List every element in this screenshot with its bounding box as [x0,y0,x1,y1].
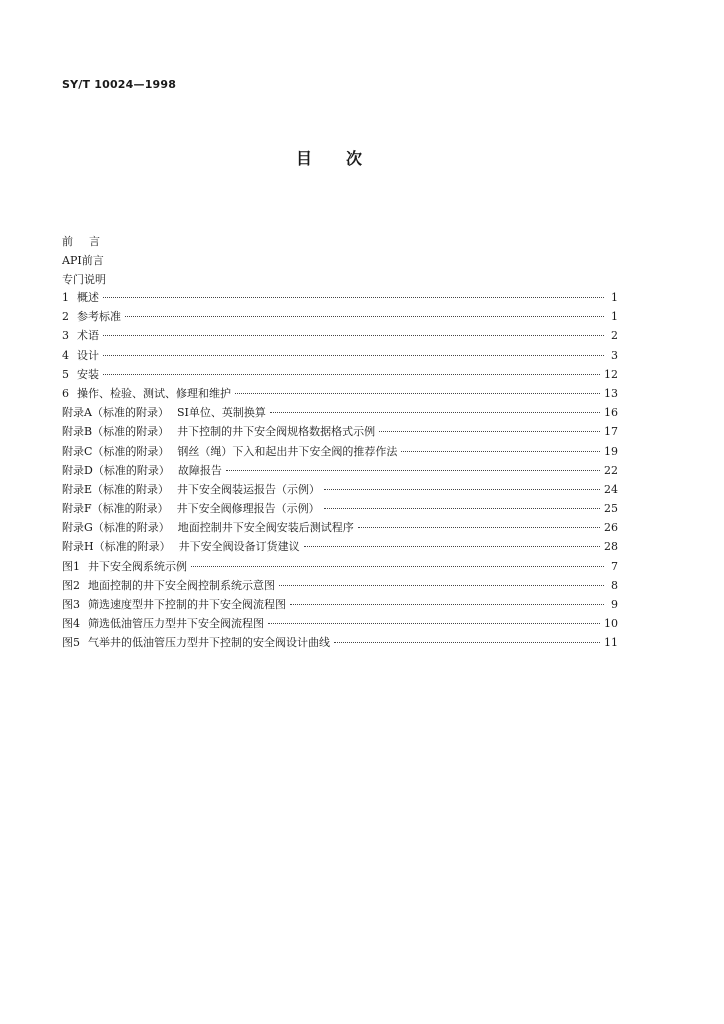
toc-entry-page: 28 [604,540,618,554]
toc-entry-page: 13 [604,386,618,400]
toc-entry-label: 操作、检验、测试、修理和维护 [77,386,231,400]
toc-dot-leader [270,412,600,413]
toc-entry-page: 26 [604,521,618,535]
toc-entry[interactable] [62,577,618,596]
toc-entry[interactable] [62,481,618,500]
toc-entry-page: 1 [611,291,618,304]
toc-entry-number: 图3 [62,598,80,611]
toc-entry-label: 地面控制的井下安全阀控制系统示意图 [88,578,275,592]
toc-entry[interactable] [62,596,618,615]
toc-entry[interactable] [62,462,618,481]
front-item-foreword[interactable]: 前言 [62,235,116,248]
toc-dot-leader [279,585,604,586]
toc-entry[interactable] [62,500,618,519]
toc-entry[interactable] [62,289,618,308]
toc-entry-page: 25 [604,502,618,516]
toc-entry-page: 9 [611,598,618,611]
toc-entry-label: 筛选速度型井下控制的井下安全阀流程图 [88,598,286,611]
toc-dot-leader [304,546,600,547]
toc-entry-label: 井下控制的井下安全阀规格数据格式示例 [177,425,376,439]
toc-entry-number: 附录G（标准的附录） [62,521,170,535]
front-item-api-foreword[interactable]: API前言 [62,254,104,267]
toc-entry[interactable] [62,385,618,404]
toc-entry-page: 12 [604,367,618,381]
toc-entry-page: 10 [604,617,618,631]
toc-entry-number: 附录H（标准的附录） [62,540,171,554]
toc-entry-label: 术语 [77,329,99,343]
toc-entry-label: 概述 [77,291,99,304]
toc-dot-leader [226,470,600,471]
toc-dot-leader [268,623,600,624]
toc-entry-page: 16 [604,406,618,420]
front-item-special-notes[interactable]: 专门说明 [62,273,106,286]
toc-entry-number: 1 [62,291,69,304]
toc-dot-leader [103,355,604,356]
toc-dot-leader [334,642,600,643]
toc-entry[interactable] [62,634,618,653]
toc-dot-leader [290,604,604,605]
toc-entry-number: 图4 [62,617,80,631]
toc-dot-leader [235,393,600,394]
toc-dot-leader [324,489,600,490]
toc-dot-leader [103,374,600,375]
toc-entry-page: 17 [604,425,618,439]
toc-entry-label: 地面控制井下安全阀安装后测试程序 [177,521,354,535]
toc-dot-leader [125,316,604,317]
toc-entry-label: 故障报告 [177,463,222,477]
toc-entry-label: 钢丝（绳）下入和起出井下安全阀的推荐作法 [177,444,398,458]
toc-entry[interactable] [62,347,618,366]
toc-entry-label: 气举井的低油管压力型井下控制的安全阀设计曲线 [88,636,330,650]
toc-entry-number: 附录F（标准的附录） [62,502,169,516]
toc-entry[interactable] [62,443,618,462]
toc-entry[interactable] [62,519,618,538]
toc-entry-page: 8 [611,578,618,592]
toc-entry-number: 附录D（标准的附录） [62,463,170,477]
toc-entry-page: 19 [604,444,618,458]
toc-entry-number: 附录E（标准的附录） [62,482,170,496]
toc-entry-number: 附录B（标准的附录） [62,425,170,439]
toc-entry-number: 3 [62,329,69,343]
toc-entry-page: 3 [611,348,618,362]
toc-dot-leader [401,451,600,452]
toc-entry-number: 图2 [62,578,80,592]
toc-entry-number: 图1 [62,559,80,573]
toc-entry[interactable] [62,308,618,327]
toc-entry-number: 图5 [62,636,80,650]
document-code: SY/T 10024—1998 [62,78,177,91]
toc-entry-label: 安装 [77,367,99,381]
toc-entry[interactable] [62,558,618,577]
toc-entry-page: 22 [604,463,618,477]
toc-dot-leader [191,566,604,567]
table-of-contents [62,289,618,654]
toc-entry-label: 参考标准 [77,310,121,324]
toc-entry-number: 5 [62,367,69,381]
toc-entry-number: 4 [62,348,69,362]
toc-entry[interactable] [62,366,618,385]
toc-entry-number: 附录A（标准的附录） [62,406,169,420]
toc-dot-leader [103,297,604,298]
toc-entry-label: 筛选低油管压力型井下安全阀流程图 [88,617,264,631]
toc-entry-page: 11 [604,636,618,650]
toc-dot-leader [103,335,604,336]
toc-entry-page: 7 [611,559,618,573]
toc-entry-number: 附录C（标准的附录） [62,444,170,458]
toc-entry-label: SI单位、英制换算 [176,406,266,420]
toc-dot-leader [358,527,600,528]
front-matter [62,232,116,289]
toc-entry-label: 井下安全阀装运报告（示例） [177,482,321,496]
toc-entry[interactable] [62,423,618,442]
toc-entry[interactable] [62,327,618,346]
toc-entry-page: 1 [611,310,618,324]
toc-entry-page: 24 [604,482,618,496]
toc-entry-page: 2 [611,329,618,343]
toc-entry[interactable] [62,615,618,634]
toc-entry-number: 2 [62,310,69,324]
toc-entry-number: 6 [62,386,69,400]
page-title: 目次 [296,149,397,168]
toc-entry-label: 井下安全阀设备订货建议 [178,540,300,554]
toc-dot-leader [324,508,600,509]
toc-entry-label: 井下安全阀系统示例 [88,559,187,573]
toc-entry-label: 设计 [77,348,99,362]
toc-entry[interactable] [62,404,618,423]
toc-entry-label: 井下安全阀修理报告（示例） [176,502,320,516]
toc-entry[interactable] [62,538,618,557]
toc-dot-leader [379,431,600,432]
